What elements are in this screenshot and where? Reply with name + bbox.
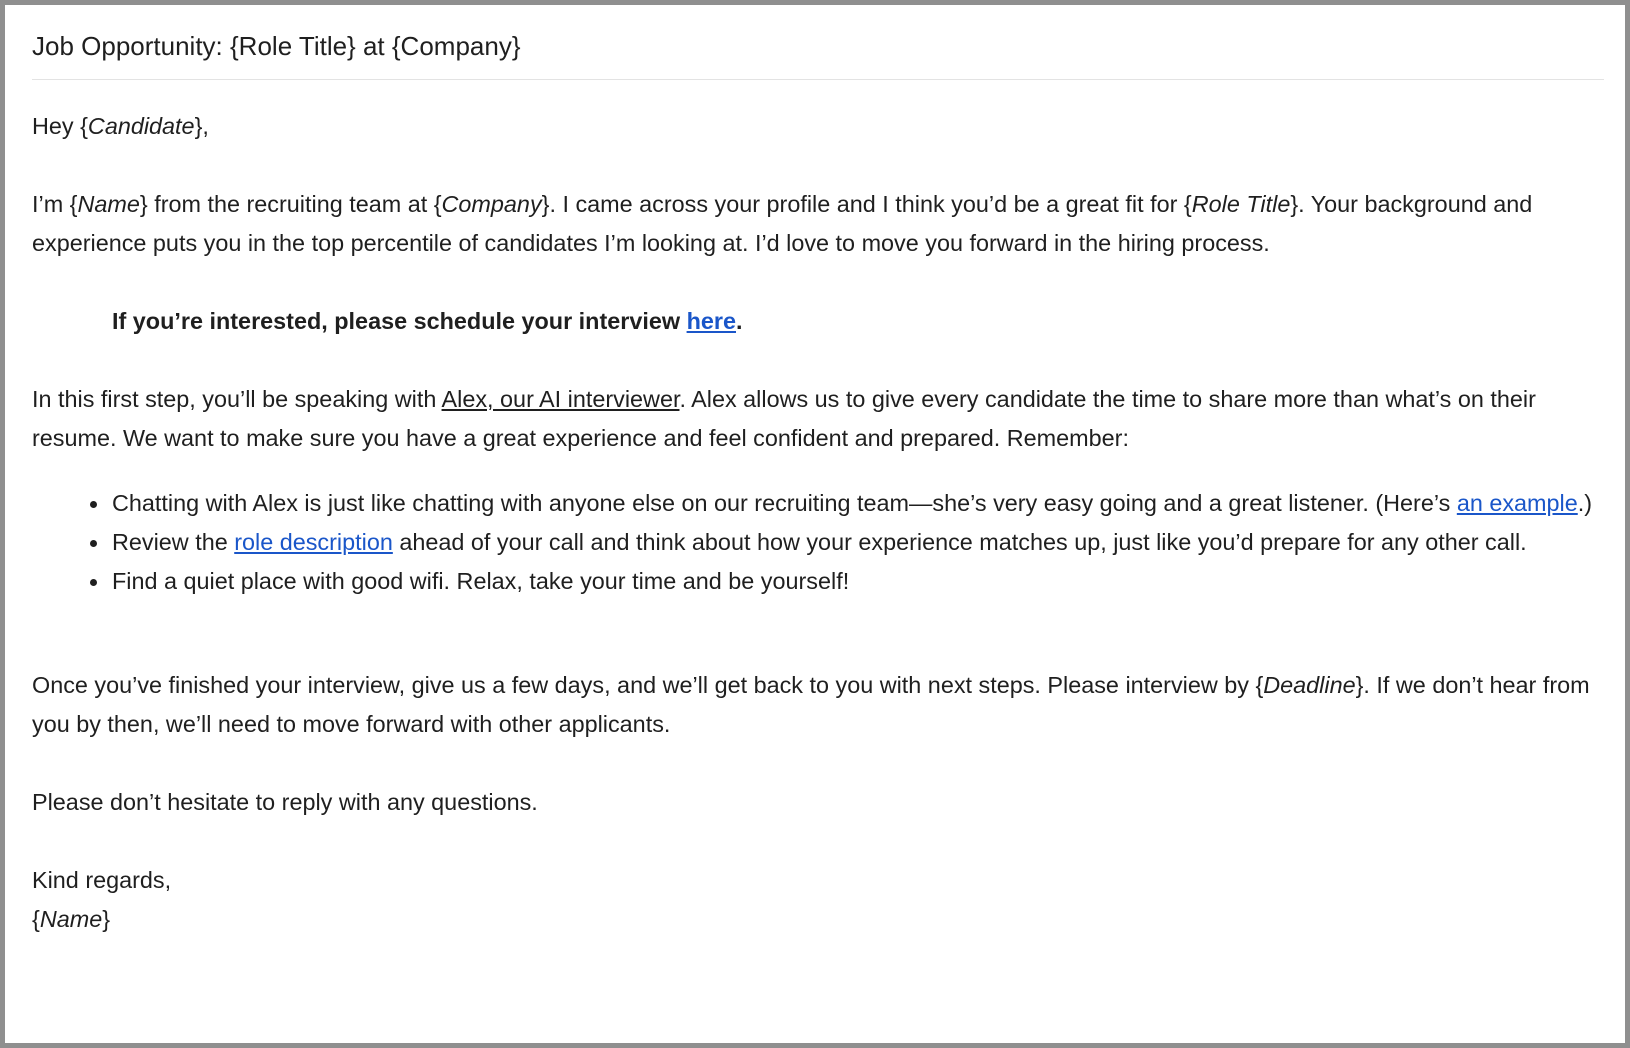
greeting-prefix: Hey { xyxy=(32,113,88,139)
first-step-text-2: . Alex allows us to give every candidate the time to share more than what’s on their resume. We want to make sure you have a great experience and feel confident and prepared. Remember: xyxy=(32,386,1536,451)
closing: Kind regards, xyxy=(32,867,172,893)
intro-paragraph xyxy=(32,185,1607,263)
list-item xyxy=(112,562,1607,601)
signature-open: { xyxy=(32,906,40,932)
intro-text-4: }. Your background and experience puts you in the top percentile of candidates I’m looking at. I’d love to move you forward in the hiring process. xyxy=(32,191,1533,256)
intro-text-3: }. I came across your profile and I think you’d be a great fit for { xyxy=(541,191,1192,217)
list-item xyxy=(112,523,1607,562)
subject-divider xyxy=(32,79,1604,80)
first-step-paragraph xyxy=(32,380,1607,458)
role-description-link[interactable]: role description xyxy=(234,529,393,555)
candidate-placeholder: Candidate xyxy=(87,113,195,139)
greeting xyxy=(32,107,1607,146)
cta-end: . xyxy=(736,308,743,334)
schedule-interview-link[interactable]: here xyxy=(686,308,736,334)
example-link[interactable]: an example xyxy=(1456,490,1578,516)
deadline-placeholder: Deadline xyxy=(1263,672,1356,698)
cta-text: If you’re interested, please schedule your interview xyxy=(112,308,687,334)
email-body xyxy=(32,107,1607,939)
tips-list xyxy=(32,484,1607,601)
tip-2-text-2: ahead of your call and think about how your experience matches up, just like you’d prepare for any other call. xyxy=(392,529,1527,555)
first-step-text-1: In this first step, you’ll be speaking with xyxy=(32,386,442,412)
outro-paragraph xyxy=(32,666,1607,744)
tip-1-text: Chatting with Alex is just like chatting with anyone else on our recruiting team—she’s very easy going and a great listener. (Here’s xyxy=(112,490,1457,516)
outro-text-2: }. If we don’t hear from you by then, we’ll need to move forward with other applicants. xyxy=(32,672,1590,737)
role-placeholder: Role Title xyxy=(1191,191,1291,217)
greeting-suffix: }, xyxy=(194,113,209,139)
questions-line: Please don’t hesitate to reply with any questions. xyxy=(32,789,538,815)
signature-name-placeholder: Name xyxy=(39,906,103,932)
intro-text-1: I’m { xyxy=(32,191,78,217)
tip-2-text-1: Review the xyxy=(112,529,235,555)
list-item xyxy=(112,484,1607,523)
tip-3-text: Find a quiet place with good wifi. Relax, take your time and be yourself! xyxy=(112,568,850,594)
signature xyxy=(32,900,1607,939)
company-placeholder: Company xyxy=(441,191,542,217)
email-subject: Job Opportunity: {Role Title} at {Company} xyxy=(32,31,521,61)
schedule-cta xyxy=(32,302,1607,341)
outro-text-1: Once you’ve finished your interview, give us a few days, and we’ll get back to you with next steps. Please interview by { xyxy=(32,672,1264,698)
signature-close: } xyxy=(102,906,111,932)
tip-1-end: .) xyxy=(1577,490,1593,516)
name-placeholder: Name xyxy=(77,191,140,217)
ai-interviewer-link[interactable]: Alex, our AI interviewer xyxy=(441,386,680,412)
intro-text-2: } from the recruiting team at { xyxy=(139,191,442,217)
